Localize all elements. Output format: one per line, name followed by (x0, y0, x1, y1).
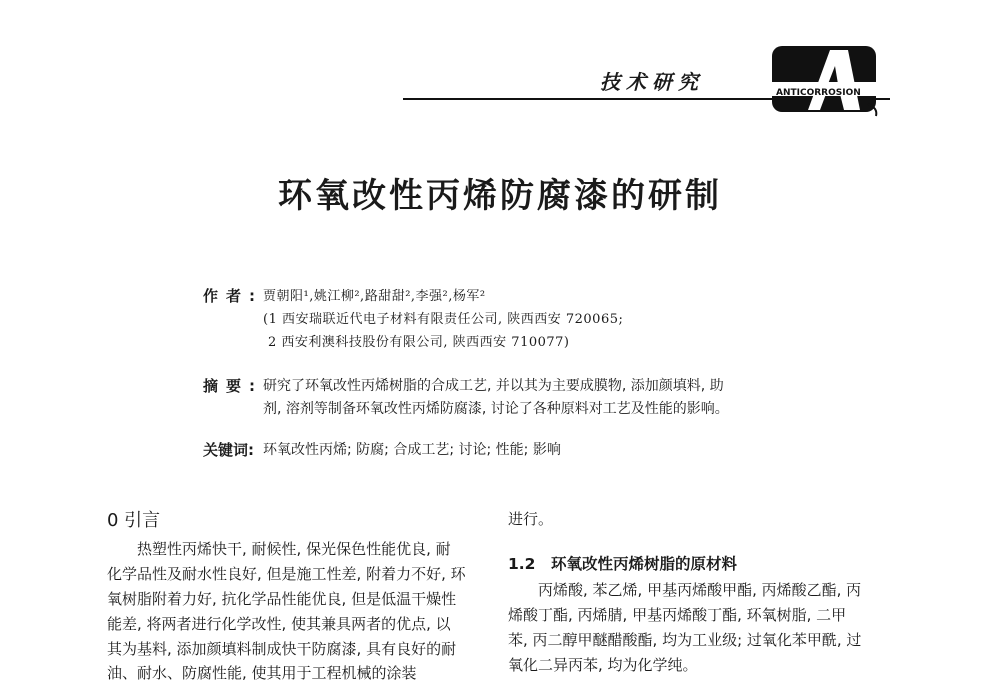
logo-text: ANTICORROSION (776, 88, 861, 98)
abstract-label: 摘要: (203, 377, 263, 395)
body-line: 化学品性及耐水性良好, 但是施工性差, 附着力不好, 环 (107, 565, 466, 583)
section-heading-intro: 0 引言 (107, 510, 161, 531)
keywords-label: 关键词: (203, 441, 254, 459)
body-line: 油、耐水、防腐性能, 使其用于工程机械的涂装 (107, 664, 417, 682)
authors-label: 作者: (203, 287, 263, 305)
keywords-text: 环氧改性丙烯; 防腐; 合成工艺; 讨论; 性能; 影响 (263, 442, 561, 458)
paper-title: 环氧改性丙烯防腐漆的研制 (278, 176, 722, 216)
affiliation-1: (1 西安瑞联近代电子材料有限责任公司, 陕西西安 720065; (263, 312, 624, 327)
body-line: 热塑性丙烯快干, 耐候性, 保光保色性能优良, 耐 (137, 540, 451, 558)
section-label: 技术研究 (600, 70, 704, 94)
body-line: 氧化二异丙苯, 均为化学纯。 (508, 656, 698, 674)
abstract-line: 研究了环氧改性丙烯树脂的合成工艺, 并以其为主要成膜物, 添加颜填料, 助 (263, 378, 724, 394)
affiliation-2: 2 西安利澳科技股份有限公司, 陕西西安 710077) (268, 335, 570, 350)
author-list: 贾朝阳¹,姚江柳²,路甜甜²,李强²,杨军² (263, 289, 486, 304)
body-line: 能差, 将两者进行化学改性, 使其兼具两者的优点, 以 (107, 615, 451, 633)
abstract-line: 剂, 溶剂等制备环氧改性丙烯防腐漆, 讨论了各种原料对工艺及性能的影响。 (263, 401, 729, 417)
body-line: 苯, 丙二醇甲醚醋酸酯, 均为工业级; 过氧化苯甲酰, 过 (508, 631, 862, 649)
body-line: 丙烯酸, 苯乙烯, 甲基丙烯酸甲酯, 丙烯酸乙酯, 丙 (538, 581, 862, 599)
body-line: 其为基料, 添加颜填料制成快干防腐漆, 具有良好的耐 (107, 640, 457, 658)
anticorrosion-logo (768, 44, 880, 118)
body-line: 烯酸丁酯, 丙烯腈, 甲基丙烯酸丁酯, 环氧树脂, 二甲 (508, 606, 847, 624)
section-heading-materials: 1.2 环氧改性丙烯树脂的原材料 (508, 555, 737, 573)
body-line: 进行。 (508, 510, 554, 528)
body-line: 氧树脂附着力好, 抗化学品性能优良, 但是低温干燥性 (107, 590, 457, 608)
